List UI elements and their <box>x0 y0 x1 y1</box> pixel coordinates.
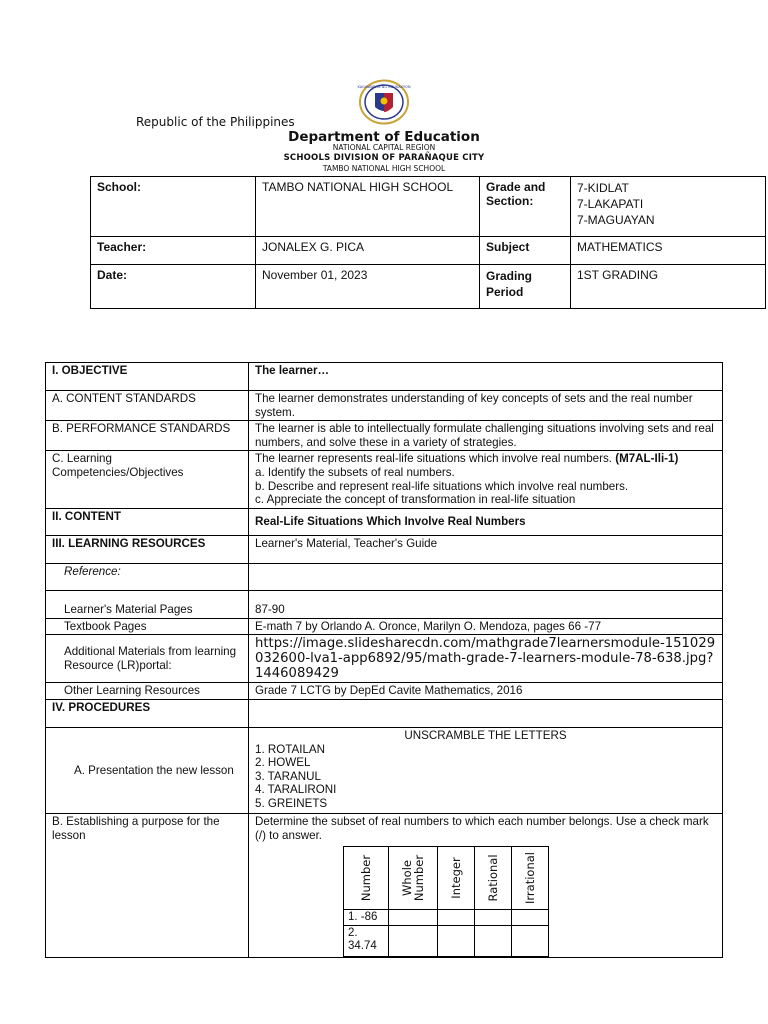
answer-cell[interactable] <box>512 910 549 926</box>
date-value: November 01, 2023 <box>256 265 480 309</box>
content-value: Real-Life Situations Which Involve Real Numbers <box>249 508 723 535</box>
answer-cell[interactable] <box>475 926 512 957</box>
deped-seal-icon <box>357 79 411 125</box>
purpose-value: Determine the subset of real numbers to which each number belongs. Use a check mark (/) to answer. Number Whole Number Integer Rational Irrational 1. -86 2. 34.74 <box>249 813 723 957</box>
info-table <box>90 176 766 309</box>
performance-standards-label: B. PERFORMANCE STANDARDS <box>46 421 249 451</box>
grading-period-label: Grading Period <box>480 265 571 309</box>
svg-text:KAGAWARAN NG EDUKASYON: KAGAWARAN NG EDUKASYON <box>357 85 411 89</box>
list-item: 1. ROTAILAN <box>255 742 326 756</box>
date-label: Date: <box>91 265 256 309</box>
grade-section-label: Grade and Section: <box>480 177 571 237</box>
competencies-label: C. Learning Competencies/Objectives <box>46 451 249 508</box>
unscramble-title: UNSCRAMBLE THE LETTERS <box>404 728 567 742</box>
resources-label: III. LEARNING RESOURCES <box>46 535 249 563</box>
header-whole-number: Whole Number <box>389 847 438 910</box>
lm-pages-label: Learner's Material Pages <box>46 590 249 618</box>
answer-cell[interactable] <box>438 910 475 926</box>
other-resources-value: Grade 7 LCTG by DepEd Cavite Mathematics, 2016 <box>249 683 723 700</box>
answer-cell[interactable] <box>512 926 549 957</box>
grading-period-value: 1ST GRADING <box>571 265 766 309</box>
subject-label: Subject <box>480 237 571 265</box>
subject-value: MATHEMATICS <box>571 237 766 265</box>
procedures-value <box>249 699 723 727</box>
list-item: 5. GREINETS <box>255 796 328 810</box>
reference-value <box>249 563 723 590</box>
header-number: Number <box>344 847 389 910</box>
content-standards-label: A. CONTENT STANDARDS <box>46 391 249 421</box>
reference-label: Reference: <box>46 563 249 590</box>
school-value: TAMBO NATIONAL HIGH SCHOOL <box>256 177 480 237</box>
answer-cell[interactable] <box>475 910 512 926</box>
header-integer: Integer <box>438 847 475 910</box>
table-row: 1. -86 <box>344 910 389 926</box>
region-label: NATIONAL CAPITAL REGION <box>332 143 436 152</box>
sections-value: 7-KIDLAT 7-LAKAPATI 7-MAGUAYAN <box>571 177 766 237</box>
lm-pages-value: 87-90 <box>249 590 723 618</box>
resources-value: Learner's Material, Teacher's Guide <box>249 535 723 563</box>
school-name-label: TAMBO NATIONAL HIGH SCHOOL <box>322 164 446 173</box>
procedures-label: IV. PROCEDURES <box>46 699 249 727</box>
additional-materials-link[interactable]: https://image.slidesharecdn.com/mathgrade7learnersmodule-151029032600-lva1-app6892/95/math-grade-7-learners-module-78-638.jpg?1446089429 <box>249 635 723 683</box>
lesson-plan-table <box>45 362 723 958</box>
content-standards-value: The learner demonstrates understanding of key concepts of sets and the real number system. <box>249 391 723 421</box>
teacher-value: JONALEX G. PICA <box>256 237 480 265</box>
textbook-label: Textbook Pages <box>46 618 249 635</box>
presentation-value <box>249 727 723 813</box>
competencies-value: The learner represents real-life situations which involve real numbers. (M7AL-Ili-1) a. Identify the subsets of real numbers. b. Describe and represent real-life situations which involve real numbers. c. Appreciate the concept of transformation in real-life situation <box>249 451 723 508</box>
header-rational: Rational <box>475 847 512 910</box>
header-irrational: Irrational <box>512 847 549 910</box>
performance-standards-value: The learner is able to intellectually formulate challenging situations involving sets and real numbers, and solve these in a variety of strategies. <box>249 421 723 451</box>
subset-table <box>343 846 549 957</box>
division-label: SCHOOLS DIVISION OF PARAÑAQUE CITY <box>283 153 485 163</box>
school-label: School: <box>91 177 256 237</box>
teacher-label: Teacher: <box>91 237 256 265</box>
answer-cell[interactable] <box>389 926 438 957</box>
content-label: II. CONTENT <box>46 508 249 535</box>
other-resources-label: Other Learning Resources <box>46 683 249 700</box>
answer-cell[interactable] <box>438 926 475 957</box>
objective-label: I. OBJECTIVE <box>46 363 249 391</box>
republic-label: Republic of the Philippines <box>136 115 295 129</box>
table-row: 2. 34.74 <box>344 926 389 957</box>
purpose-label: B. Establishing a purpose for the lesson <box>46 813 249 957</box>
presentation-label: A. Presentation the new lesson <box>46 727 249 813</box>
answer-cell[interactable] <box>389 910 438 926</box>
objective-value: The learner… <box>249 363 723 391</box>
additional-materials-label: Additional Materials from learning Resource (LR)portal: <box>46 635 249 683</box>
textbook-value: E-math 7 by Orlando A. Oronce, Marilyn O. Mendoza, pages 66 -77 <box>249 618 723 635</box>
department-title: Department of Education <box>288 129 480 145</box>
list-item: 4. TARALIRONI <box>255 783 337 797</box>
list-item: 3. TARANUL <box>255 769 321 783</box>
list-item: 2. HOWEL <box>255 756 311 770</box>
competency-code: (M7AL-Ili-1) <box>615 452 679 466</box>
